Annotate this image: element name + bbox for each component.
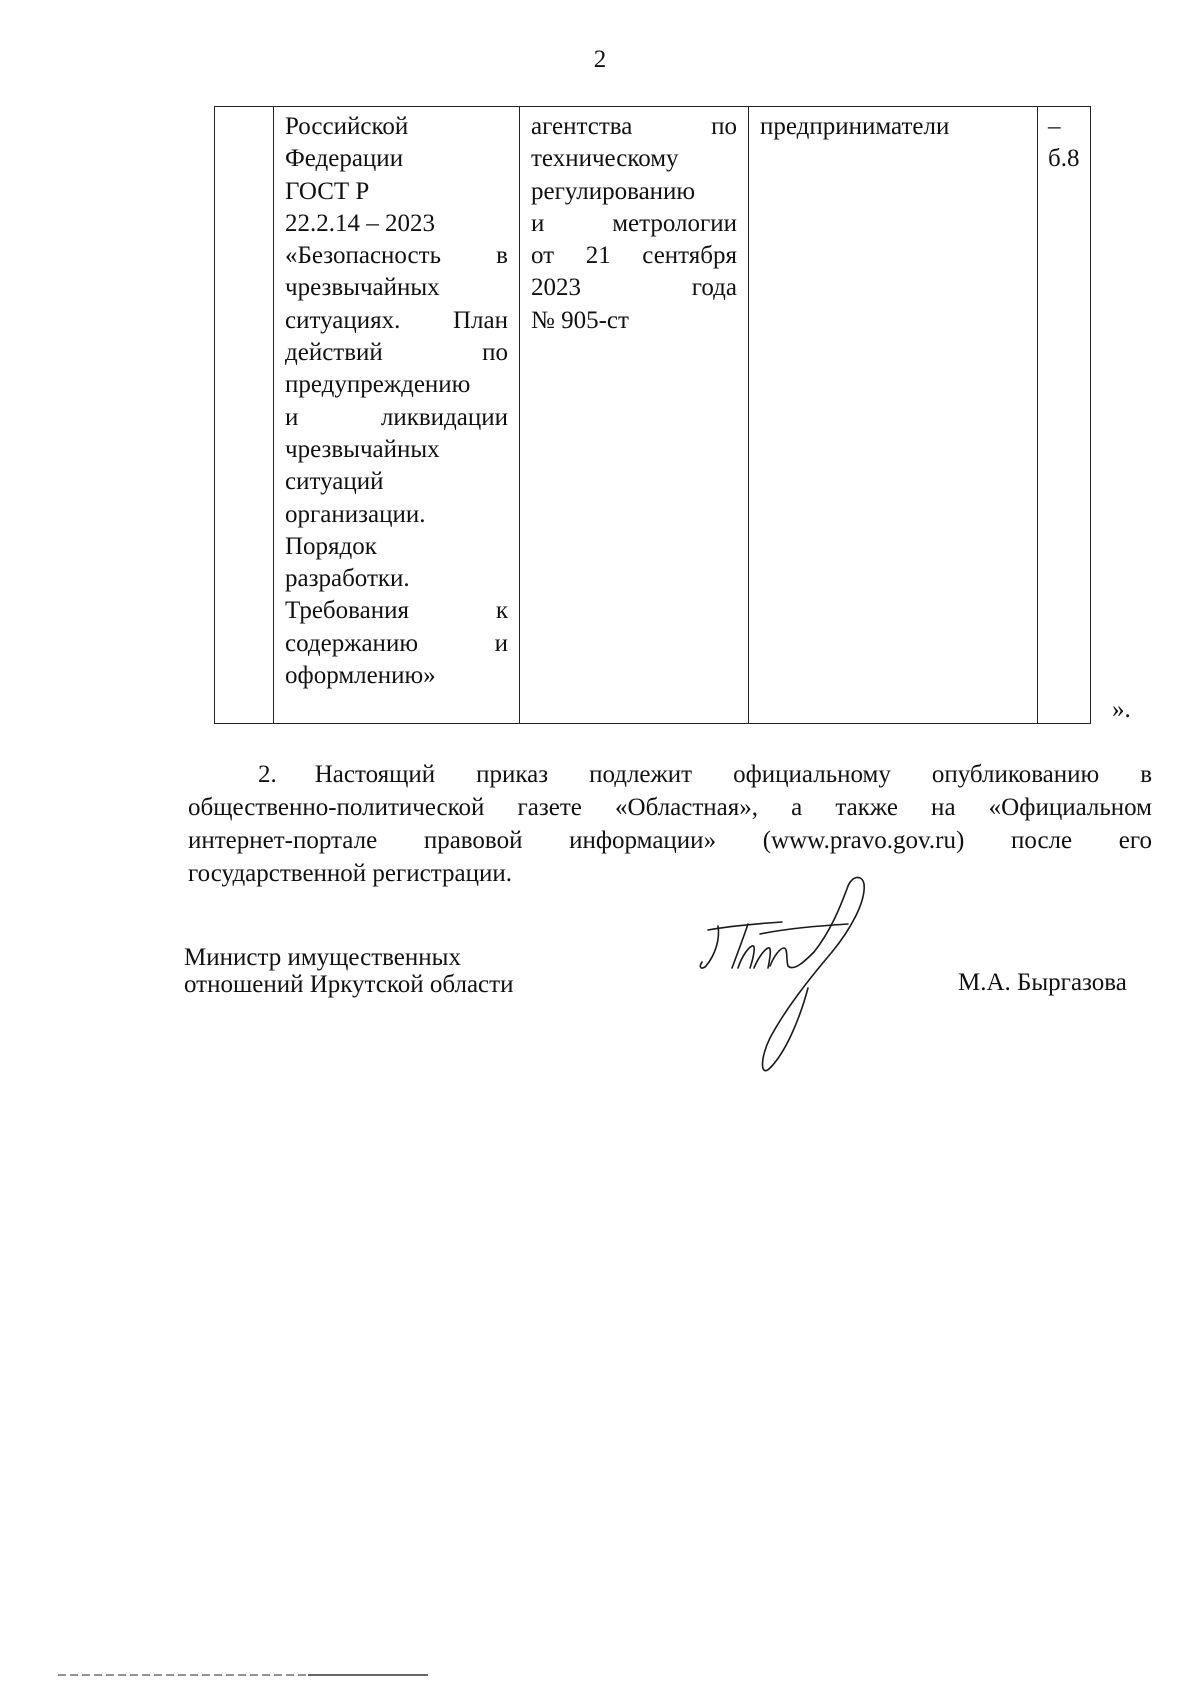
paragraph-number: 2. — [258, 761, 277, 788]
cell-line: чрезвычайных — [285, 435, 440, 463]
cell-line: Требования к — [285, 597, 508, 625]
cell-line: оформлению» — [285, 662, 436, 690]
cell-line: 22.2.14 – 2023 — [285, 209, 435, 237]
closing-quote: ». — [1112, 696, 1131, 723]
cell-line: организации. — [285, 500, 426, 528]
paragraph-2 — [188, 758, 1152, 890]
cell-line: и ликвидации — [285, 403, 508, 431]
paragraph-line: общественно-политической газете «Областная», а также на «Официальном — [188, 794, 1152, 821]
table-cell-approval — [520, 107, 749, 724]
reference-text — [1038, 107, 1090, 176]
cell-line: ситуациях. План — [285, 306, 508, 334]
approval-text — [520, 107, 748, 337]
cell-line: и метрологии — [531, 209, 737, 237]
table-cell-standard-title — [274, 107, 520, 724]
cell-line: № 905-ст — [531, 306, 629, 334]
signer-title-line: отношений Иркутской области — [184, 971, 514, 998]
cell-line: Федерации — [285, 145, 404, 173]
page-number: 2 — [593, 46, 607, 73]
cell-line: содержанию и — [285, 629, 508, 657]
paragraph-line: государственной регистрации. — [188, 860, 512, 887]
footer-divider — [58, 1674, 428, 1676]
table-cell-subjects — [749, 107, 1038, 724]
paragraph-line — [188, 758, 1152, 791]
cell-line: «Безопасность в — [285, 242, 508, 270]
cell-line: ГОСТ Р — [285, 177, 370, 205]
cell-line: техническому — [531, 145, 679, 173]
paragraph-line: интернет-портале правовой информации» (www.pravo.gov.ru) после его — [188, 827, 1152, 854]
standard-title-text — [274, 107, 519, 692]
cell-line: Российской — [285, 113, 409, 140]
cell-line: агентства по — [531, 113, 737, 140]
cell-line: – — [1048, 113, 1061, 140]
cell-line: разработки. — [285, 565, 410, 593]
cell-line: 2023 года — [531, 274, 737, 302]
document-table — [214, 106, 1091, 724]
table-cell-reference — [1038, 107, 1091, 724]
table-row — [215, 107, 1091, 724]
cell-line: действий по — [285, 339, 508, 367]
table-cell-index — [215, 107, 274, 724]
paragraph-line-text: Настоящий приказ подлежит официальному опубликованию в — [314, 761, 1152, 788]
cell-line: б.8 — [1048, 145, 1080, 173]
signer-title-line: Министр имущественных — [184, 944, 461, 971]
signer-title — [184, 944, 513, 998]
cell-line: предупреждению — [285, 371, 471, 399]
cell-line: чрезвычайных — [285, 274, 440, 302]
cell-line: Порядок — [285, 532, 377, 560]
cell-line: ситуаций — [285, 468, 384, 496]
cell-line: от 21 сентября — [531, 242, 737, 270]
signer-name: М.А. Быргазова — [958, 969, 1127, 996]
subjects-text: предприниматели — [760, 113, 950, 140]
cell-line: регулированию — [531, 177, 696, 205]
handwritten-signature — [690, 868, 930, 1083]
